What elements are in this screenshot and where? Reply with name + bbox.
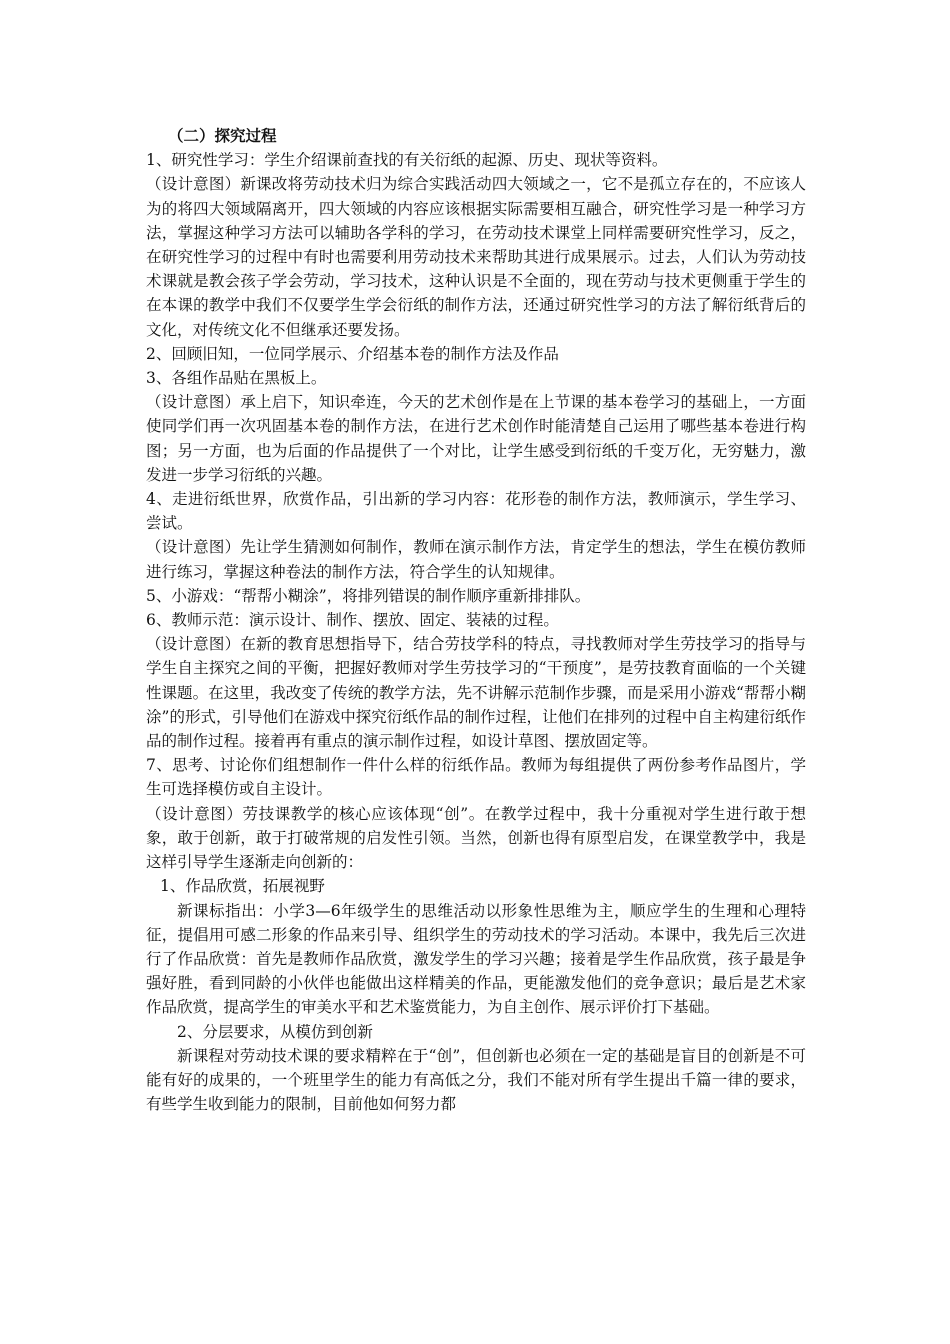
paragraph: 2、回顾旧知，一位同学展示、介绍基本卷的制作方法及作品 [146,344,559,363]
paragraph: （设计意图）劳技课教学的核心应该体现“创”。在教学过程中，我十分重视对学生进行敢于想象，敢于创新，敢于打破常规的启发性引领。当然，创新也得有原型启发，在课堂教学中，我是这样引导学生逐渐走向创新的： [146,804,806,872]
section-heading: （二）探究过程 [168,126,277,145]
paragraph: （设计意图）新课改将劳动技术归为综合实践活动四大领域之一，它不是孤立存在的，不应该人为的将四大领域隔离开，四大领域的内容应该根据实际需要相互融合，研究性学习是一种学习方法，掌握这种学习方法可以辅助各学科的学习，在劳动技术课堂上同样需要研究性学习，反之，在研究性学习的过程中有时也需要利用劳动技术来帮助其进行成果展示。过去，人们认为劳动技术课就是教会孩子学会劳动，学习技术，这种认识是不全面的，现在劳动与技术更侧重于学生的在本课的教学中我们不仅要学生学会衍纸的制作方法，还通过研究性学习的方法了解衍纸背后的文化，对传统文化不但继承还要发扬。 [146,175,806,339]
subheading: 2、分层要求，从模仿到创新 [177,1022,373,1041]
paragraph: 1、研究性学习：学生介绍课前查找的有关衍纸的起源、历史、现状等资料。 [146,151,668,170]
paragraph: （设计意图）在新的教育思想指导下，结合劳技学科的特点，寻找教师对学生劳技学习的指导与学生自主探究之间的平衡，把握好教师对学生劳技学习的“干预度”，是劳技教育面临的一个关键性课题。在这里，我改变了传统的教学方法，先不讲解示范制作步骤，而是采用小游戏“帮帮小糊涂”的形式，引导他们在游戏中探究衍纸作品的制作过程，让他们在排列的过程中自主构建衍纸作品的制作过程。接着再有重点的演示制作过程，如设计草图、摆放固定等。 [146,635,806,751]
paragraph: 3、各组作品贴在黑板上。 [146,369,327,388]
paragraph: （设计意图）承上启下，知识牵连，今天的艺术创作是在上节课的基本卷学习的基础上，一方面使同学们再一次巩固基本卷的制作方法，在进行艺术创作时能清楚自己运用了哪些基本卷进行构图；另一方面，也为后面的作品提供了一个对比，让学生感受到衍纸的千变万化，无穷魅力，激发进一步学习衍纸的兴趣。 [146,393,806,484]
paragraph: 6、教师示范：演示设计、制作、摆放、固定、装裱的过程。 [146,611,559,630]
paragraph: 7、思考、讨论你们组想制作一件什么样的衍纸作品。教师为每组提供了两份参考作品图片，学生可选择模仿或自主设计。 [146,756,806,799]
paragraph: （设计意图）先让学生猜测如何制作，教师在演示制作方法，肯定学生的想法，学生在模仿教师进行练习，掌握这种卷法的制作方法，符合学生的认知规律。 [146,538,806,581]
paragraph: 5、小游戏：“帮帮小糊涂”，将排列错误的制作顺序重新排排队。 [146,586,591,605]
paragraph: 4、走进衍纸世界，欣赏作品，引出新的学习内容：花形卷的制作方法，教师演示，学生学习、尝试。 [146,490,806,533]
paragraph: 新课标指出：小学3—6年级学生的思维活动以形象性思维为主，顺应学生的生理和心理特征，提倡用可感二形象的作品来引导、组织学生的劳动技术的学习活动。本课中，我先后三次进行了作品欣赏：首先是教师作品欣赏，激发学生的学习兴趣；接着是学生作品欣赏，孩子最是争强好胜，看到同龄的小伙伴也能做出这样精美的作品，更能激发他们的竞争意识；最后是艺术家作品欣赏，提高学生的审美水平和艺术鉴赏能力，为自主创作、展示评价打下基础。 [146,901,806,1017]
subheading: 1、作品欣赏，拓展视野 [160,877,325,896]
document-body [146,124,806,1116]
paragraph: 新课程对劳动技术课的要求精粹在于“创”，但创新也必须在一定的基础是盲目的创新是不可能有好的成果的，一个班里学生的能力有高低之分，我们不能对所有学生提出千篇一律的要求，有些学生收到能力的限制，目前他如何努力都 [146,1046,806,1114]
